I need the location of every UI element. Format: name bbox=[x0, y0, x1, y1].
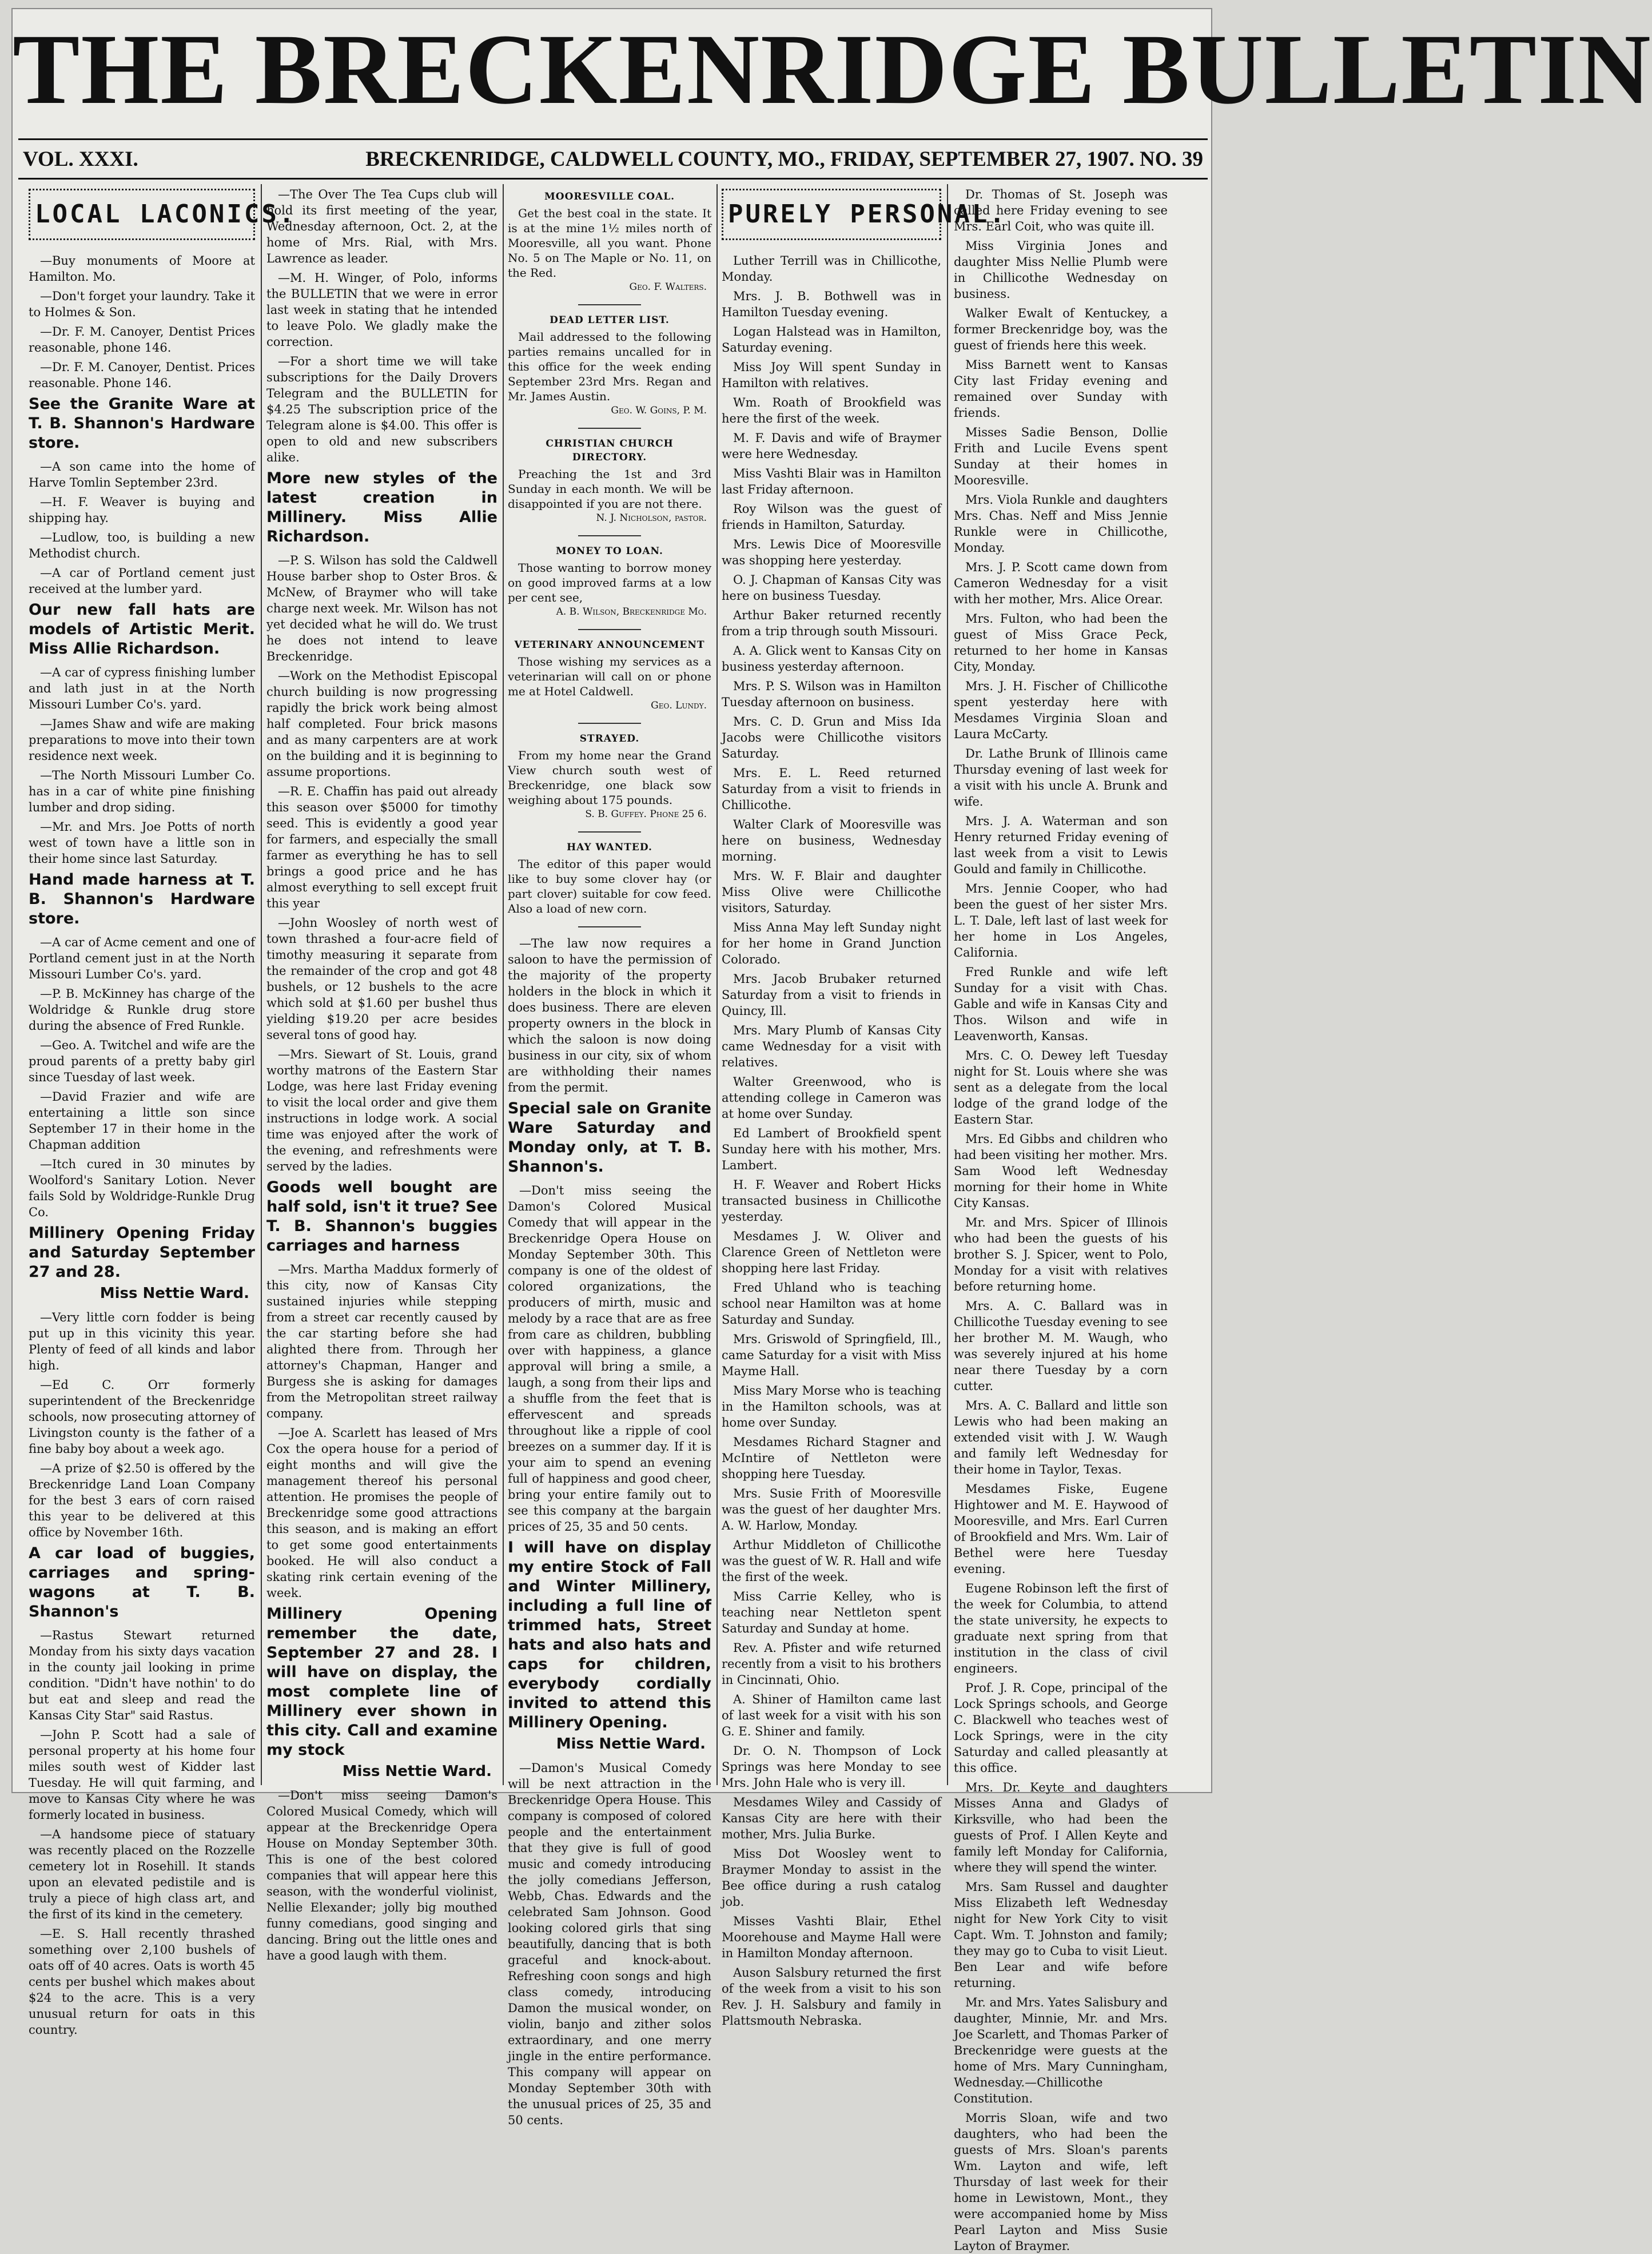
personal-item: Rev. A. Pfister and wife returned recently from a visit to his brothers in Cincinnati, Ohio. bbox=[722, 1641, 941, 1687]
personal-item: Misses Vashti Blair, Ethel Moorehouse and Mayme Hall were in Hamilton Monday afternoon. bbox=[722, 1914, 941, 1960]
ad-signature: Miss Nettie Ward. bbox=[99, 1285, 249, 1302]
news-item: —P. S. Wilson has sold the Caldwell House barber shop to Oster Bros. & McNew, of Braymer who will take charge next week. Mr. Wilson has not yet decided what he will do. We trust he does not intend to leave Breckenridge. bbox=[266, 553, 497, 663]
personal-item: Mr. and Mrs. Yates Salisbury and daughter, Minnie, Mr. and Mrs. Joe Scarlett, and Thomas Parker of Breckenridge were guests at the home of Mrs. Mary Cunningham, Wednesday.—Chillicothe Constitution. bbox=[954, 1996, 1168, 2105]
notices-section bbox=[508, 190, 711, 927]
purely-personal-heading: PURELY PERSONAL. bbox=[722, 189, 941, 240]
personal-item: Arthur Baker returned recently from a trip through south Missouri. bbox=[722, 608, 941, 638]
advertisement: Hand made harness at T. B. Shannon's Hardware store. bbox=[29, 871, 255, 927]
personal-item: Dr. O. N. Thompson of Lock Springs was here Monday to see Mrs. John Hale who is very ill. bbox=[722, 1744, 941, 1790]
personal-item: A. Shiner of Hamilton came last of last week for a visit with his son G. E. Shiner and family. bbox=[722, 1693, 941, 1738]
personal-item: Arthur Middleton of Chillicothe was the guest of W. R. Hall and wife the first of the week. bbox=[722, 1538, 941, 1584]
news-item: —Don't forget your laundry. Take it to Holmes & Son. bbox=[29, 289, 255, 319]
personal-item: Auson Salsbury returned the first of the week from a visit to his son Rev. J. H. Salsbury and family in Plattsmouth Nebraska. bbox=[722, 1966, 941, 2028]
personal-item: Fred Runkle and wife left Sunday for a visit with Chas. Gable and wife in Kansas City and Thos. Wilson and wife in Leavenworth, Kansas. bbox=[954, 965, 1168, 1043]
personal-item: Mesdames Richard Stagner and McIntire of Nettleton were shopping here Tuesday. bbox=[722, 1435, 941, 1481]
column-rule bbox=[716, 184, 718, 1785]
news-item: —A car of cypress finishing lumber and lath just in at the North Missouri Lumber Co's. yard. bbox=[29, 666, 255, 711]
ad-signature: Miss Nettie Ward. bbox=[342, 1763, 492, 1780]
news-item: —John P. Scott had a sale of personal property at his home four miles south west of Kidder last Tuesday. He will quit farming, and move to Kansas City where he was formerly located in business. bbox=[29, 1728, 255, 1822]
notice-text: Those wishing my services as a veterinarian will call on or phone me at Hotel Caldwell. bbox=[508, 655, 711, 698]
personal-item: Mrs. A. C. Ballard and little son Lewis who had been making an extended visit with J. W. Waugh and family left Wednesday for their home in Taylor, Texas. bbox=[954, 1399, 1168, 1476]
advertisement: Millinery Opening Friday and Saturday September 27 and 28. bbox=[29, 1224, 255, 1281]
advertisement: Our new fall hats are models of Artistic Merit. Miss Allie Richardson. bbox=[29, 601, 255, 658]
personal-item: Dr. Lathe Brunk of Illinois came Thursday evening of last week for a visit with his uncle A. Brunk and wife. bbox=[954, 747, 1168, 809]
separator-rule bbox=[578, 629, 641, 630]
column-1 bbox=[29, 186, 297, 2037]
news-item: —Very little corn fodder is being put up in this vicinity this year. Plenty of feed of all kinds and labor high. bbox=[29, 1311, 255, 1372]
personal-item: Misses Sadie Benson, Dollie Frith and Lucile Evens spent Sunday at their homes in Mooresville. bbox=[954, 425, 1168, 487]
notice-text: The editor of this paper would like to buy some clover hay (or part clover) suitable for cow feed. Also a load of new corn. bbox=[508, 857, 711, 915]
notice-text: From my home near the Grand View church south west of Breckenridge, one black sow weighing about 175 pounds. bbox=[508, 748, 711, 807]
personal-item: Mrs. Griswold of Springfield, Ill., came Saturday for a visit with Miss Mayme Hall. bbox=[722, 1332, 941, 1378]
personal-item: Miss Carrie Kelley, who is teaching near Nettleton spent Saturday and Sunday at home. bbox=[722, 1590, 941, 1635]
personal-item: Mrs. Dr. Keyte and daughters Misses Anna and Gladys of Kirksville, who had been the guests of Prof. I Allen Keyte and family left Monday for California, where they will spend the winter. bbox=[954, 1781, 1168, 1874]
notice-signature: S. B. Guffey. Phone 25 6. bbox=[585, 809, 707, 820]
personal-item: Mrs. Susie Frith of Mooresville was the guest of her daughter Mrs. A. W. Harlow, Monday. bbox=[722, 1487, 941, 1532]
notice-title: STRAYED. bbox=[579, 733, 640, 744]
local-laconics-heading: LOCAL LACONICS. bbox=[29, 189, 255, 240]
news-item: —A car of Portland cement just received at the lumber yard. bbox=[29, 566, 255, 596]
personal-item: Mrs. J. B. Bothwell was in Hamilton Tuesday evening. bbox=[722, 289, 941, 319]
notice-text: Mail addressed to the following parties remains uncalled for in this office for the week ending September 23rd Mrs. Regan and Mr. James Austin. bbox=[508, 330, 711, 403]
notice bbox=[508, 544, 711, 619]
news-item: —H. F. Weaver is buying and shipping hay. bbox=[29, 495, 255, 525]
news-item: —A handsome piece of statuary was recently placed on the Rozzelle cemetery lot in Rosehill. It stands upon an elevated pedistile and is truly a piece of high class art, and the first of its kind in the cemetery. bbox=[29, 1827, 255, 1921]
personal-item: O. J. Chapman of Kansas City was here on business Tuesday. bbox=[722, 573, 941, 603]
news-item: —Mrs. Martha Maddux formerly of this city, now of Kansas City sustained injuries while stepping from a street car recently caused by the car starting before she had alighted there from. Through her attorney's Chapman, Hanger and Burgess she is asking for damages from the Metropolitan street railway company. bbox=[266, 1263, 497, 1420]
separator-rule bbox=[578, 428, 641, 429]
personal-item: A. A. Glick went to Kansas City on business yesterday afternoon. bbox=[722, 644, 941, 674]
notice-title: CHRISTIAN CHURCH DIRECTORY. bbox=[546, 438, 674, 463]
column-rule bbox=[947, 184, 948, 1785]
personal-item: Miss Joy Will spent Sunday in Hamilton with relatives. bbox=[722, 360, 941, 390]
personal-item: Mrs. E. L. Reed returned Saturday from a visit to friends in Chillicothe. bbox=[722, 766, 941, 812]
personal-item: Mrs. Fulton, who had been the guest of Miss Grace Peck, returned to her home in Kansas City, Monday. bbox=[954, 612, 1168, 674]
personal-item: Miss Mary Morse who is teaching in the Hamilton schools, was at home over Sunday. bbox=[722, 1384, 941, 1429]
news-item: —Don't miss seeing the Damon's Colored Musical Comedy that will appear in the Breckenridge Opera House on Monday September 30th. This company is one of the oldest of colored organizations, the producers of mirth, music and melody by a race that are as free from care as children, bubbling over with happiness, a glance approval will bring a smile, a laugh, a song from their lips and a shuffle from the feet that is effervescent and spreads throughout like a ripple of cool breezes on a summer day. If it is your aim to spend an evening full of happiness and good cheer, bring your entire family out to see this company at the bargain prices of 25, 35 and 50 cents. bbox=[508, 1184, 711, 1534]
news-item: —A son came into the home of Harve Tomlin September 23rd. bbox=[29, 460, 255, 489]
personal-item: Logan Halstead was in Hamilton, Saturday evening. bbox=[722, 325, 941, 355]
personal-item: Miss Dot Woosley went to Braymer Monday to assist in the Bee office during a rush catalog job. bbox=[722, 1847, 941, 1909]
column-2 bbox=[266, 186, 497, 1962]
news-item: —E. S. Hall recently thrashed something over 2,100 bushels of oats off of 40 acres. Oats is worth 45 cents per bushel which makes about $24 to the acre. This is a very unusual return for oats in this country. bbox=[29, 1927, 255, 2037]
newspaper-title: THE BRECKENRIDGE BULLETIN bbox=[13, 14, 1652, 125]
news-item: —A prize of $2.50 is offered by the Breckenridge Land Loan Company for the best 3 ears of corn raised this year to be delivered at this office by November 16th. bbox=[29, 1461, 255, 1539]
personal-item: Walter Clark of Mooresville was here on business, Wednesday morning. bbox=[722, 818, 941, 863]
personal-item: Miss Virginia Jones and daughter Miss Nellie Plumb were in Chillicothe Wednesday on business. bbox=[954, 239, 1168, 301]
personal-item: Dr. Thomas of St. Joseph was called here Friday evening to see Mrs. Earl Coit, who was quite ill. bbox=[954, 188, 1168, 233]
news-item: —John Woosley of north west of town thrashed a four-acre field of timothy measuring it separate from the remainder of the crop and got 48 bushels, or 12 bushels to the acre which sold at $1.60 per bushel thus yielding $19.20 per acre besides several tons of good hay. bbox=[266, 916, 497, 1042]
news-item: —David Frazier and wife are entertaining a little son since September 17 in their home in the Chapman addition bbox=[29, 1090, 255, 1152]
purely-personal-items-col5 bbox=[954, 186, 1168, 2254]
newspaper-page bbox=[11, 8, 1652, 2253]
notice bbox=[508, 190, 711, 294]
personal-item: Roy Wilson was the guest of friends in Hamilton, Saturday. bbox=[722, 502, 941, 532]
personal-item: Mesdames Fiske, Eugene Hightower and M. E. Haywood of Mooresville, and Mrs. Earl Curren of Brookfield and Mrs. Wm. Lair of Bethel were here Tuesday evening. bbox=[954, 1482, 1168, 1576]
personal-item: Mrs. W. F. Blair and daughter Miss Olive were Chillicothe visitors, Saturday. bbox=[722, 869, 941, 915]
column-4 bbox=[722, 186, 1007, 2028]
personal-item: Mrs. J. H. Fischer of Chillicothe spent yesterday here with Mesdames Virginia Sloan and Laura McCarty. bbox=[954, 679, 1168, 741]
personal-item: Mrs. Ed Gibbs and children who had been visiting her mother. Mrs. Sam Wood left Wednesday morning for their home in White City Kansas. bbox=[954, 1132, 1168, 1210]
news-item: —The Over The Tea Cups club will hold its first meeting of the year, Wednesday afternoon, Oct. 2, at the home of Mrs. Rial, with Mrs. Lawrence as leader. bbox=[266, 188, 497, 265]
advertisement: See the Granite Ware at T. B. Shannon's Hardware store. bbox=[29, 395, 255, 452]
notice-title: DEAD LETTER LIST. bbox=[550, 314, 670, 326]
personal-item: Miss Anna May left Sunday night for her home in Grand Junction Colorado. bbox=[722, 921, 941, 966]
news-item: —Rastus Stewart returned Monday from his sixty days vacation in the county jail looking in prime condition. "Didn't have nothin' to do but eat and sleep and read the Kansas City Star" said Rastus. bbox=[29, 1628, 255, 1722]
separator-rule bbox=[578, 535, 641, 536]
personal-item: Mrs. Viola Runkle and daughters Mrs. Chas. Neff and Miss Jennie Runkle were in Chillicothe, Monday. bbox=[954, 493, 1168, 555]
personal-item: Walter Greenwood, who is attending college in Cameron was at home over Sunday. bbox=[722, 1075, 941, 1121]
personal-item: Mesdames J. W. Oliver and Clarence Green of Nettleton were shopping here last Friday. bbox=[722, 1229, 941, 1275]
purely-personal-items-col4 bbox=[722, 253, 941, 2029]
news-item: —Itch cured in 30 minutes by Woolford's Sanitary Lotion. Never fails Sold by Woldridge-Runkle Drug Co. bbox=[29, 1157, 255, 1219]
personal-item: Mesdames Wiley and Cassidy of Kansas City are here with their mother, Mrs. Julia Burke. bbox=[722, 1795, 941, 1841]
column-rule bbox=[503, 184, 504, 1785]
personal-item: Miss Vashti Blair was in Hamilton last Friday afternoon. bbox=[722, 467, 941, 496]
column-rule bbox=[261, 184, 262, 1785]
news-item: —M. H. Winger, of Polo, informs the BULLETIN that we were in error last week in stating that he intended to leave Polo. We gladly make the correction. bbox=[266, 271, 497, 349]
column-3 bbox=[508, 186, 711, 2127]
personal-item: Mrs. Mary Plumb of Kansas City came Wednesday for a visit with relatives. bbox=[722, 1024, 941, 1069]
advertisement: More new styles of the latest creation in Millinery. Miss Allie Richardson. bbox=[266, 469, 497, 545]
news-item: —For a short time we will take subscriptions for the Daily Drovers Telegram and the BULLETIN for $4.25 The subscription price of the Telegram alone is $4.00. This offer is open to old and new subscribers alike. bbox=[266, 355, 497, 464]
notice-text: Get the best coal in the state. It is at the mine 1½ miles north of Mooresville, all you want. Phone No. 5 on The Maple or No. 11, on the Red. bbox=[508, 206, 711, 280]
advertisement: I will have on display my entire Stock of Fall and Winter Millinery, including a full line of trimmed hats, Street hats and also hats and caps for children, everybody cordially invited to attend this Millinery Opening. bbox=[508, 1539, 711, 1731]
news-item: —Ed C. Orr formerly superintendent of the Breckenridge schools, now prosecuting attorney of Livingston county is the father of a fine baby boy about a week ago. bbox=[29, 1378, 255, 1456]
personal-item: Eugene Robinson left the first of the week for Columbia, to attend the state university, he expects to graduate next spring from that institution in the class of civil engineers. bbox=[954, 1582, 1168, 1675]
personal-item: Wm. Roath of Brookfield was here the first of the week. bbox=[722, 396, 941, 425]
masthead bbox=[13, 13, 1652, 134]
personal-item: Mrs. Sam Russel and daughter Miss Elizabeth left Wednesday night for New York City to visit Capt. Wm. T. Johnston and family; they may go to Cuba to visit Lieut. Ben Lear and wife before returning. bbox=[954, 1880, 1168, 1990]
column-5 bbox=[954, 186, 1168, 2253]
ad-signature: Miss Nettie Ward. bbox=[556, 1735, 706, 1753]
news-item: —A car of Acme cement and one of Portland cement just in at the North Missouri Lumber Co's. yard. bbox=[29, 935, 255, 981]
personal-item: Fred Uhland who is teaching school near Hamilton was at home Saturday and Sunday. bbox=[722, 1281, 941, 1327]
news-item: —R. E. Chaffin has paid out already this season over $5000 for timothy seed. This is evidently a good year for farmers, and especially the small farmer as everything he has to sell brings a good price and he has almost everything to sell except fruit this year bbox=[266, 784, 497, 910]
notice-signature: Geo. F. Walters. bbox=[629, 281, 707, 293]
notice-signature: Geo. W. Goins, P. M. bbox=[611, 405, 707, 416]
news-item: —Buy monuments of Moore at Hamilton. Mo. bbox=[29, 254, 255, 284]
news-item: —Mrs. Siewart of St. Louis, grand worthy matrons of the Eastern Star Lodge, was here last Friday evening to visit the local order and give them instructions in lodge work. A social time was enjoyed after the work of the evening, and refreshments were served by the ladies. bbox=[266, 1048, 497, 1173]
personal-item: Mrs. J. P. Scott came down from Cameron Wednesday for a visit with her mother, Mrs. Alice Orear. bbox=[954, 560, 1168, 606]
notice-signature: Geo. Lundy. bbox=[651, 700, 707, 711]
notice-title: HAY WANTED. bbox=[567, 842, 652, 853]
news-item: —Geo. A. Twitchel and wife are the proud parents of a pretty baby girl since Tuesday of last week. bbox=[29, 1038, 255, 1084]
notice bbox=[508, 732, 711, 821]
notice-signature: A. B. Wilson, Breckenridge Mo. bbox=[556, 606, 707, 618]
advertisement: Millinery Opening remember the date, September 27 and 28. I will have on display, the most complete line of Millinery ever shown in this city. Call and examine my stock bbox=[266, 1605, 497, 1759]
separator-rule bbox=[578, 926, 641, 927]
volume-label: VOL. XXXI. bbox=[23, 148, 138, 171]
advertisement: A car load of buggies, carriages and spring-wagons at T. B. Shannon's bbox=[29, 1544, 255, 1620]
notice-title: MOORESVILLE COAL. bbox=[544, 191, 675, 202]
advertisement: Goods well bought are half sold, isn't it true? See T. B. Shannon's buggies carriages and harness bbox=[266, 1178, 497, 1255]
news-item: —Damon's Musical Comedy will be next attraction in the Breckenridge Opera House. This company is composed of colored people and the entertainment that they give is full of good music and comedy introducing the jolly comedians Jefferson, Webb, Chas. Edwards and the celebrated Sam Johnson. Good looking colored girls that sing beautifully, dancing that is both graceful and knock-about. Refreshing coon songs and high class comedy, introducing Damon the musical wonder, on violin, banjo and zither solos extraordinary, and one merry jingle in the entire performance. This company will appear on Monday September 30th with the unusual prices of 25, 35 and 50 cents. bbox=[508, 1761, 711, 2127]
personal-item: Mrs. J. A. Waterman and son Henry returned Friday evening of last week from a visit to Lewis Gould and family in Chillicothe. bbox=[954, 814, 1168, 876]
dateline-bar bbox=[18, 138, 1208, 180]
advertisement: Special sale on Granite Ware Saturday and Monday only, at T. B. Shannon's. bbox=[508, 1100, 711, 1176]
news-item: —Mr. and Mrs. Joe Potts of north west of town have a little son in their home since last Saturday. bbox=[29, 820, 255, 866]
news-item: —Don't miss seeing Damon's Colored Musical Comedy, which will appear at the Breckenridge Opera House on Monday September 30th. This is one of the best colored companies that will appear here this season, with the wonderful violinist, Nellie Elexander; jolly big mouthed funny comedians, good singing and dancing. Bring out the little ones and have a good laugh with them. bbox=[266, 1789, 497, 1962]
column-3-items bbox=[508, 935, 711, 2128]
notice bbox=[508, 437, 711, 525]
news-item: —The law now requires a saloon to have the permission of the majority of the property holders in the block in which it does business. There are eleven property owners in the block in which the saloon is now doing business in our city, six of whom are withholding their names from the permit. bbox=[508, 937, 711, 1094]
personal-item: Mrs. C. O. Dewey left Tuesday night for St. Louis where she was sent as a delegate from the local lodge of the grand lodge of the Eastern Star. bbox=[954, 1049, 1168, 1126]
notice-signature: N. J. Nicholson, pastor. bbox=[596, 512, 707, 524]
personal-item: Mrs. Jacob Brubaker returned Saturday from a visit to friends in Quincy, Ill. bbox=[722, 972, 941, 1018]
personal-item: Mrs. A. C. Ballard was in Chillicothe Tuesday evening to see her brother M. M. Waugh, who was severely injured at his home near there Tuesday by a corn cutter. bbox=[954, 1299, 1168, 1393]
news-item: —The North Missouri Lumber Co. has in a car of white pine finishing lumber and drop siding. bbox=[29, 768, 255, 814]
personal-item: Mrs. P. S. Wilson was in Hamilton Tuesday afternoon on business. bbox=[722, 679, 941, 709]
notice bbox=[508, 313, 711, 417]
news-item: —Ludlow, too, is building a new Methodist church. bbox=[29, 531, 255, 560]
news-item: —Dr. F. M. Canoyer, Dentist Prices reasonable, phone 146. bbox=[29, 325, 255, 355]
personal-item: Ed Lambert of Brookfield spent Sunday here with his mother, Mrs. Lambert. bbox=[722, 1126, 941, 1172]
news-item: —Joe A. Scarlett has leased of Mrs Cox the opera house for a period of eight months and will give the management thereof his personal attention. He promises the people of Breckenridge some good attractions this season, and is making an effort to get some good entertainments booked. He will also conduct a skating rink certain evening of the week. bbox=[266, 1426, 497, 1600]
notice bbox=[508, 638, 711, 712]
separator-rule bbox=[578, 723, 641, 724]
personal-item: Walker Ewalt of Kentuckey, a former Breckenridge boy, was the guest of friends here this week. bbox=[954, 306, 1168, 352]
notice-text: Preaching the 1st and 3rd Sunday in each month. We will be disappointed if you are not there. bbox=[508, 467, 711, 511]
notice bbox=[508, 841, 711, 916]
personal-item: Luther Terrill was in Chillicothe, Monday. bbox=[722, 254, 941, 284]
personal-item: Mrs. C. D. Grun and Miss Ida Jacobs were Chillicothe visitors Saturday. bbox=[722, 715, 941, 760]
personal-item: Mrs. Jennie Cooper, who had been the guest of her sister Mrs. L. T. Dale, left last of last week for her home in Los Angeles, California. bbox=[954, 882, 1168, 959]
news-item: —Dr. F. M. Canoyer, Dentist. Prices reasonable. Phone 146. bbox=[29, 360, 255, 390]
local-laconics-items-col1 bbox=[29, 253, 255, 2038]
news-item: —P. B. McKinney has charge of the Woldridge & Runkle drug store during the absence of Fred Runkle. bbox=[29, 987, 255, 1033]
personal-item: Mr. and Mrs. Spicer of Illinois who had been the guests of his brother S. J. Spicer, went to Polo, Monday for a visit with relatives before returning home. bbox=[954, 1216, 1168, 1293]
notice-text: Those wanting to borrow money on good improved farms at a low per cent see, bbox=[508, 561, 711, 604]
personal-item: Mrs. Lewis Dice of Mooresville was shopping here yesterday. bbox=[722, 537, 941, 567]
personal-item: H. F. Weaver and Robert Hicks transacted business in Chillicothe yesterday. bbox=[722, 1178, 941, 1224]
notice-title: MONEY TO LOAN. bbox=[556, 545, 663, 557]
personal-item: Prof. J. R. Cope, principal of the Lock Springs schools, and George C. Blackwell who teaches west of Lock Springs, were in the city Saturday and called pleasantly at this office. bbox=[954, 1681, 1168, 1775]
news-item: —James Shaw and wife are making preparations to move into their town residence next week. bbox=[29, 717, 255, 763]
personal-item: M. F. Davis and wife of Braymer were here Wednesday. bbox=[722, 431, 941, 461]
personal-item: Miss Barnett went to Kansas City last Friday evening and remained over Sunday with friends. bbox=[954, 358, 1168, 420]
local-laconics-items-col2 bbox=[266, 186, 497, 1964]
news-item: —Work on the Methodist Episcopal church building is now progressing rapidly the brick work being almost half completed. Four brick masons and as many carpenters are at work on the building and it is beginning to assume proportions. bbox=[266, 669, 497, 779]
separator-rule bbox=[578, 304, 641, 305]
notice-title: VETERINARY ANNOUNCEMENT bbox=[514, 639, 705, 651]
separator-rule bbox=[578, 831, 641, 833]
place-date-issue: BRECKENRIDGE, CALDWELL COUNTY, MO., FRIDAY, SEPTEMBER 27, 1907. NO. 39 bbox=[365, 148, 1203, 171]
personal-item: Morris Sloan, wife and two daughters, who had been the guests of Mrs. Sloan's parents Wm. Layton and wife, left Thursday of last week for their home in Lewistown, Mont., they were accompanied home by Miss Pearl Layton and Miss Susie Layton of Braymer. bbox=[954, 2111, 1168, 2253]
